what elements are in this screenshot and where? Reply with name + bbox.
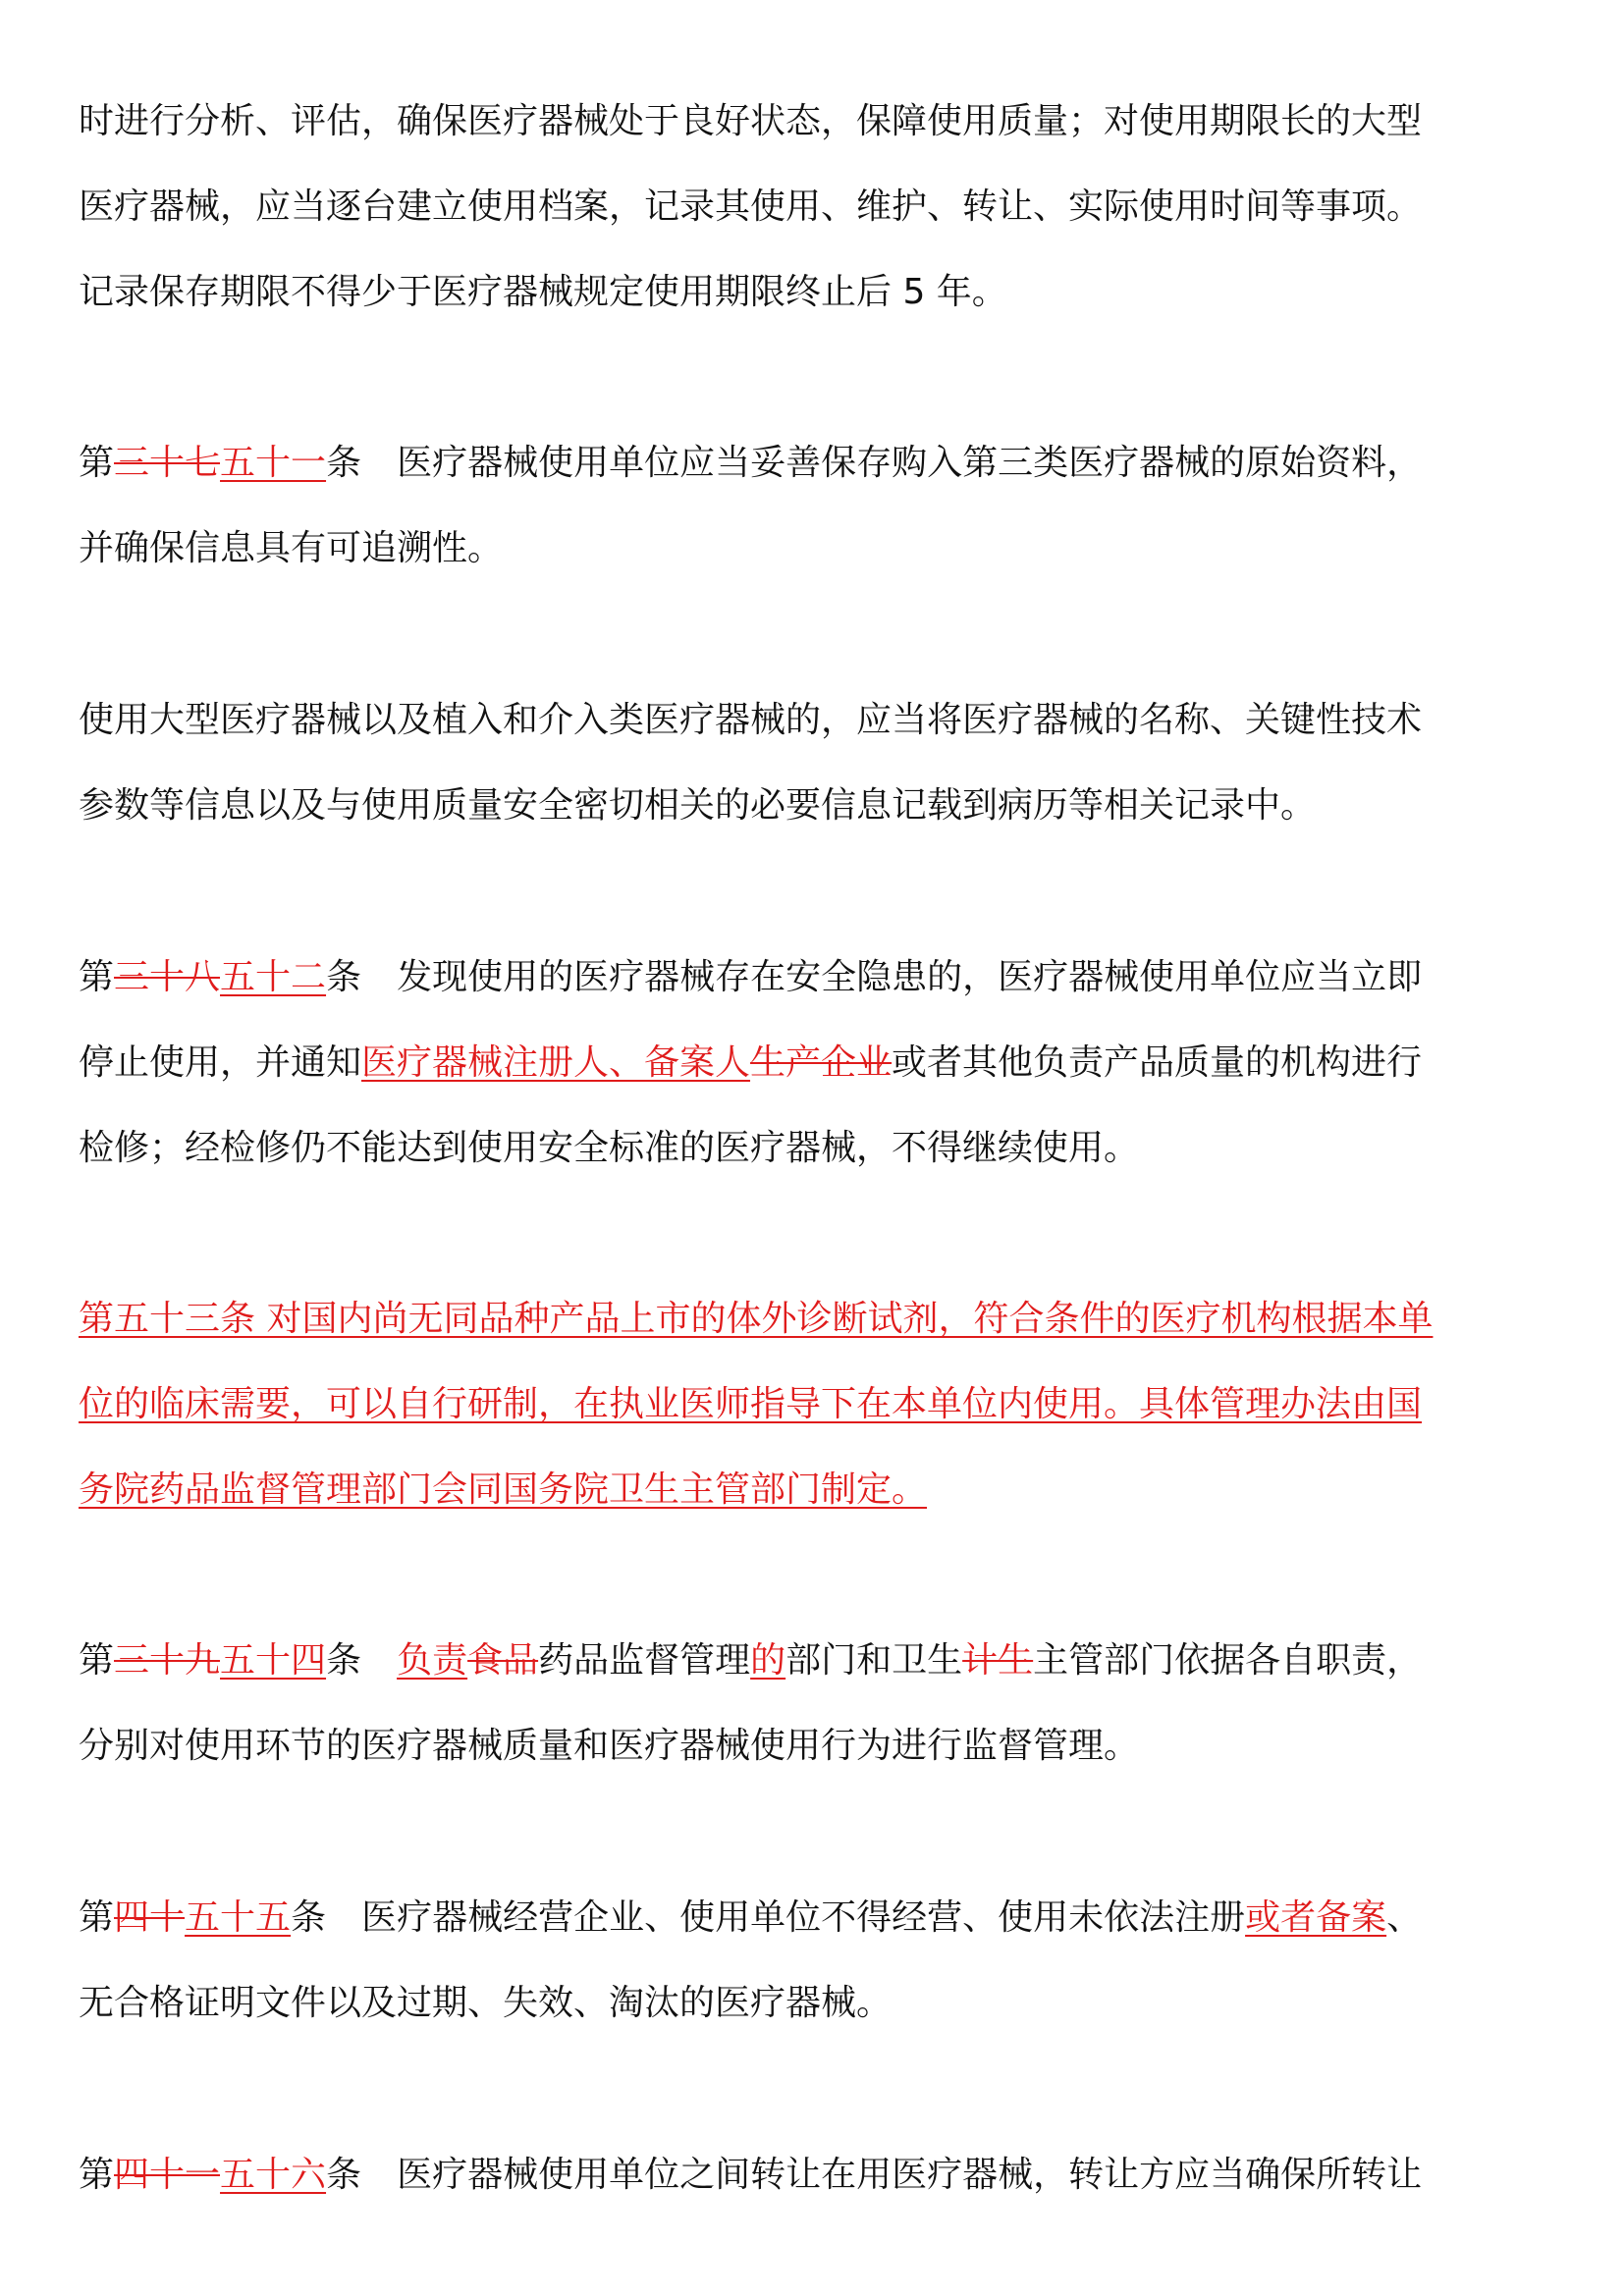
article-text: 发现使用的医疗器械存在安全隐患的，医疗器械使用单位应当立即 [397, 957, 1423, 997]
article-56-heading-line [79, 2132, 1556, 2217]
text-line: 使用大型医疗器械以及植入和介入类医疗器械的，应当将医疗器械的名称、关键性技术 [79, 700, 1423, 740]
text-line: 无合格证明文件以及过期、失效、淘汰的医疗器械。 [79, 1983, 893, 2023]
text-line: 并确保信息具有可追溯性。 [79, 528, 504, 568]
inserted-text: 第五十三条 对国内尚无同品种产品上市的体外诊断试剂，符合条件的医疗机构根据本单 [79, 1299, 1434, 1339]
article-suffix: 条 [326, 2155, 362, 2195]
inserted-text: 务院药品监督管理部门会同国务院卫生主管部门制定。 [79, 1469, 928, 1510]
deleted-text: 食品 [467, 1640, 539, 1681]
article-prefix: 第 [79, 2155, 115, 2195]
inserted-article-number: 五十一 [220, 443, 327, 483]
deleted-article-number: 四十 [114, 1897, 186, 1938]
article-suffix: 条 [291, 1897, 327, 1938]
inserted-article-number: 五十二 [220, 957, 327, 997]
article-52-heading-line [79, 934, 1556, 1020]
article-suffix: 条 [326, 1640, 362, 1681]
article-55 [79, 1875, 1556, 2046]
inserted-text: 的 [750, 1640, 786, 1681]
article-52 [79, 934, 1556, 1191]
deleted-text: 计生 [962, 1640, 1034, 1681]
inserted-text: 或者备案 [1245, 1897, 1387, 1938]
article-51-heading-line [79, 420, 1556, 506]
inserted-article-number: 五十五 [185, 1897, 292, 1938]
text-run: 主管部门依据各自职责， [1033, 1640, 1423, 1681]
article-text: 医疗器械使用单位应当妥善保存购入第三类医疗器械的原始资料， [397, 443, 1423, 483]
text-run: 、 [1386, 1897, 1423, 1938]
text-line: 参数等信息以及与使用质量安全密切相关的必要信息记载到病历等相关记录中。 [79, 785, 1317, 826]
article-prefix: 第 [79, 1640, 115, 1681]
article-text: 医疗器械使用单位之间转让在用医疗器械，转让方应当确保所转让 [397, 2155, 1423, 2195]
deleted-article-number: 四十一 [114, 2155, 221, 2195]
text-line [79, 1020, 1556, 1105]
article-51 [79, 420, 1556, 591]
article-prefix: 第 [79, 957, 115, 997]
inserted-text: 医疗器械注册人、备案人 [361, 1042, 751, 1083]
article-prefix: 第 [79, 1897, 115, 1938]
article-53-inserted [79, 1276, 1556, 1532]
article-54-heading-line [79, 1618, 1556, 1703]
text-line: 分别对使用环节的医疗器械质量和医疗器械使用行为进行监督管理。 [79, 1726, 1140, 1766]
text-line: 记录保存期限不得少于医疗器械规定使用期限终止后 5 年。 [79, 272, 1007, 312]
inserted-text: 负责 [397, 1640, 468, 1681]
article-55-heading-line [79, 1875, 1556, 1960]
inserted-article-number: 五十四 [220, 1640, 327, 1681]
article-suffix: 条 [326, 957, 362, 997]
text-line [79, 1362, 1556, 1447]
text-line [79, 1276, 1556, 1362]
deleted-article-number: 三十八 [114, 957, 221, 997]
text-line [79, 1447, 1556, 1532]
text-run: 部门和卫生 [785, 1640, 963, 1681]
text-run: 停止使用，并通知 [79, 1042, 362, 1083]
text-run: 或者其他负责产品质量的机构进行 [892, 1042, 1423, 1083]
text-line: 检修；经检修仍不能达到使用安全标准的医疗器械，不得继续使用。 [79, 1128, 1140, 1168]
continuation-paragraph [79, 79, 1556, 335]
article-54 [79, 1618, 1556, 1789]
text-line: 医疗器械，应当逐台建立使用档案，记录其使用、维护、转让、实际使用时间等事项。 [79, 187, 1423, 227]
inserted-article-number: 五十六 [220, 2155, 327, 2195]
deleted-article-number: 三十七 [114, 443, 221, 483]
article-suffix: 条 [326, 443, 362, 483]
deleted-article-number: 三十九 [114, 1640, 221, 1681]
article-56 [79, 2132, 1556, 2217]
inserted-text: 位的临床需要，可以自行研制，在执业医师指导下在本单位内使用。具体管理办法由国 [79, 1384, 1423, 1424]
text-run: 医疗器械经营企业、使用单位不得经营、使用未依法注册 [361, 1897, 1246, 1938]
large-device-paragraph [79, 677, 1556, 848]
text-line: 时进行分析、评估，确保医疗器械处于良好状态，保障使用质量；对使用期限长的大型 [79, 101, 1423, 141]
article-prefix: 第 [79, 443, 115, 483]
text-run: 药品监督管理 [538, 1640, 751, 1681]
deleted-text: 生产企业 [750, 1042, 893, 1083]
